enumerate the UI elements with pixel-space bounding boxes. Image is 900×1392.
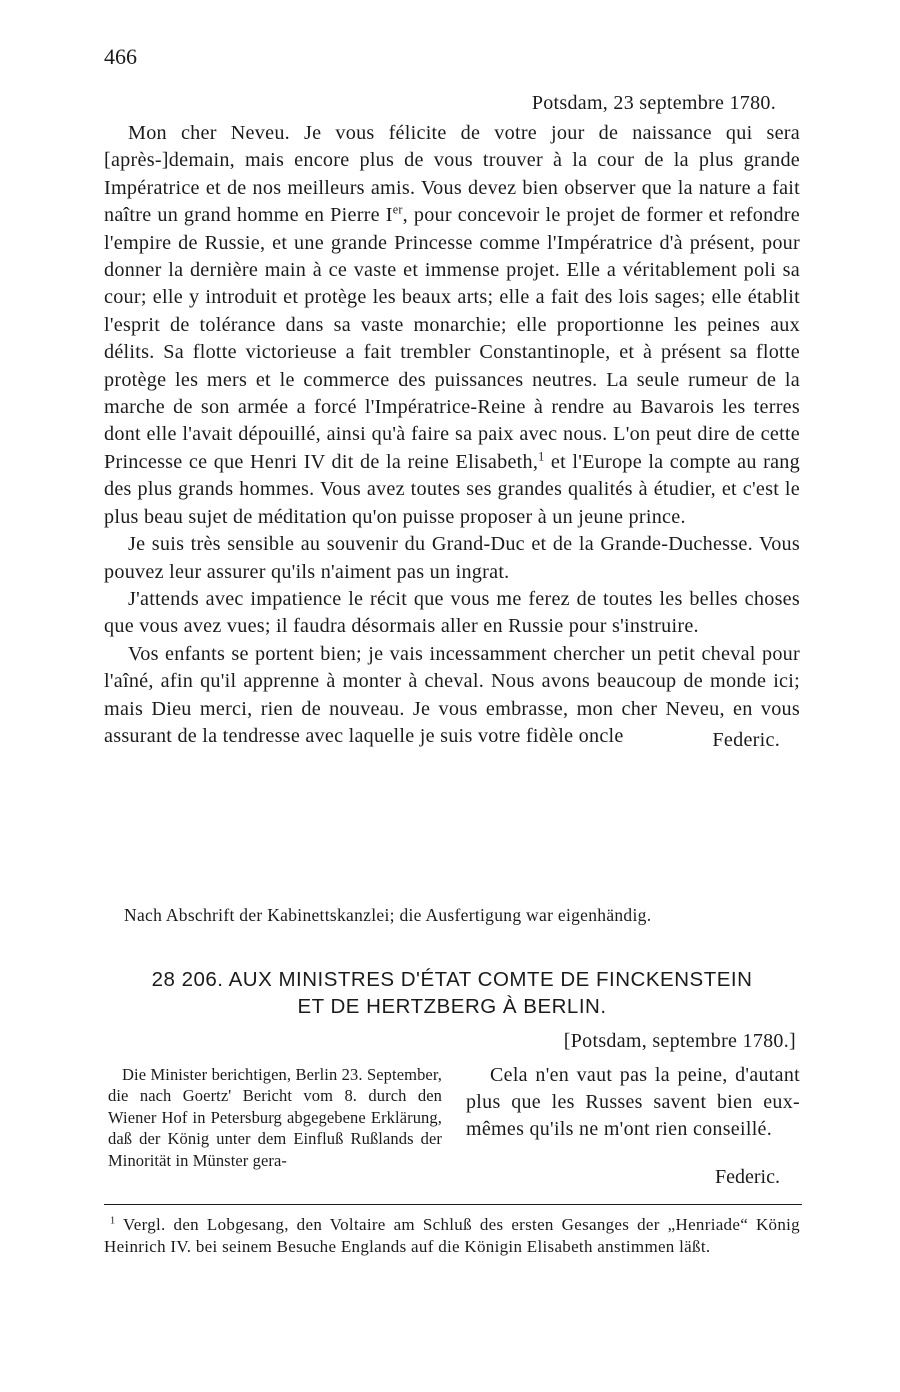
- document-summary: [108, 1064, 442, 1171]
- summary-text: Die Minister berichtigen, Berlin 23. September, die nach Goertz' Bericht vom 8. durch den Wiener Hof in Petersburg abgegebene Erklärung, daß der König unter dem Einfluß Rußlands der Minorität in Münster gera-: [108, 1065, 442, 1170]
- footnote-divider: [104, 1204, 802, 1205]
- footnote-reference: 1: [538, 449, 545, 464]
- heading-line: [104, 966, 800, 993]
- letter-text: , pour concevoir le projet de former et refondre l'empire de Russie, et une grande Princesse comme l'Impératrice d'à présent, pour donner la dernière main à ce vaste et immense projet. Elle a véritablement poli sa cour; elle y introduit et protège les beaux arts; elle a fait des lois sages; elle établit l'esprit de tolérance dans sa vaste monarchie; elle proportionne les peines aux délits. Sa flotte victorieuse a fait trembler Constantinople, et à présent sa flotte protège les mers et le commerce des puissances neutres. La seule rumeur de la marche de son armée a forcé l'Impératrice-Reine à rendre au Bavarois les terres dont elle l'avait dépouillé, ainsi qu'à faire sa paix avec nous. L'on peut dire de cette Princesse ce que Henri IV dit de la reine Elisabeth,: [104, 204, 800, 473]
- letter-signature: Federic.: [712, 728, 780, 751]
- footnote: [104, 1214, 800, 1257]
- letter-paragraph-closing: [104, 641, 800, 751]
- heading-text: AUX MINISTRES D'ÉTAT COMTE DE FINCKENSTEIN: [228, 968, 753, 991]
- source-note: Nach Abschrift der Kabinettskanzlei; die Ausfertigung war eigenhändig.: [124, 905, 652, 925]
- letter-paragraph: [104, 120, 800, 531]
- footnote-text: [104, 1214, 800, 1257]
- superscript-er: er: [392, 202, 403, 217]
- letter-paragraph: Je suis très sensible au souvenir du Grand-Duc et de la Grande-Duchesse. Vous pouvez leur assurer qu'ils n'aiment pas un ingrat.: [104, 533, 800, 583]
- letter-paragraph: J'attends avec impatience le récit que vous me ferez de toutes les belles choses que vous avez vues; il faudra désormais aller en Russie pour s'instruire.: [104, 587, 800, 638]
- document-number: 28 206.: [151, 968, 224, 991]
- letter-date: Potsdam, 23 septembre 1780.: [531, 92, 776, 114]
- footnote-body: Vergl. den Lobgesang, den Voltaire am Schluß des ersten Gesanges der „Henriade“ König Heinrich IV. bei seinem Besuche Englands auf die Königin Elisabeth anstimmen läßt.: [104, 1215, 800, 1256]
- document-date: [Potsdam, septembre 1780.]: [563, 1030, 796, 1052]
- reply-signature: Federic.: [715, 1166, 780, 1188]
- letter-text: Vos enfants se portent bien; je vais incessamment chercher un petit cheval pour l'aîné, afin qu'il apprenne à monter à cheval. Nous avons beaucoup de monde ici; mais Dieu merci, rien de nouveau. Je vous embrasse, mon cher Neveu, en vous assurant de la tendresse avec laquelle je suis votre fidèle oncle: [104, 642, 800, 747]
- letter-body: [104, 120, 800, 750]
- letter-text: et l'Europe la compte au rang des plus grands hommes. Vous avez toutes ses grandes qualités à étudier, et c'est le plus beau sujet de méditation qu'on puisse proposer à un jeune prince.: [104, 450, 800, 528]
- document-reply: [466, 1062, 800, 1144]
- page-number: 466: [104, 44, 137, 69]
- reply-text: Cela n'en vaut pas la peine, d'autant plus que les Russes savent bien eux-mêmes qu'ils ne m'ont rien conseillé.: [466, 1064, 800, 1141]
- letter-text: Mon cher Neveu. Je vous félicite de votre jour de naissance qui sera [après-]demain, mais encore plus de vous trouver à la cour de la plus grande Impératrice et de nos meilleurs amis. Vous devez bien observer que la nature a fait naître un grand homme en Pierre I: [104, 122, 800, 227]
- document-heading: [104, 966, 800, 1020]
- heading-line: ET DE HERTZBERG À BERLIN.: [297, 995, 607, 1018]
- footnote-mark: 1: [110, 1215, 116, 1227]
